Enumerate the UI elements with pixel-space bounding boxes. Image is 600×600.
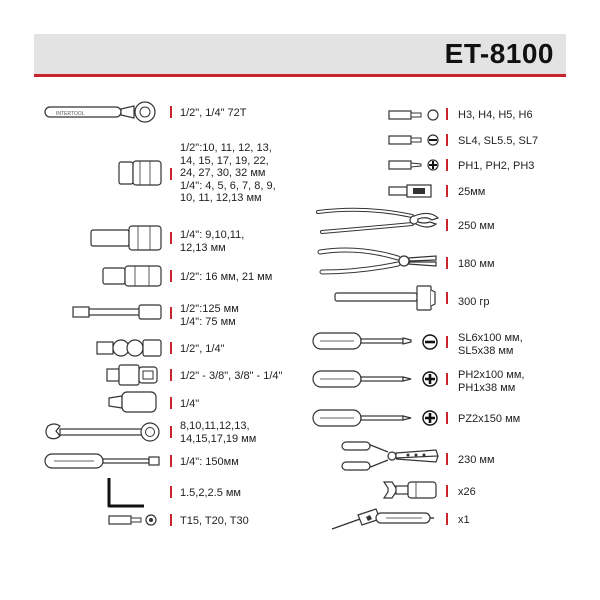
header-divider	[34, 74, 566, 77]
separator	[170, 307, 172, 319]
screwdriver-handle-icon	[44, 452, 160, 475]
item-label-combination-pliers: 180 мм	[458, 258, 495, 270]
item-label-voltage-tester: x1	[458, 514, 470, 526]
separator	[446, 257, 448, 269]
item-label-pozidriv-screwdriver: PZ2x150 мм	[458, 413, 521, 425]
hammer-icon	[334, 284, 436, 317]
pozidriv-tip-icon	[422, 410, 438, 431]
separator	[170, 397, 172, 409]
item-label-spark-plug-sockets: 1/2": 16 мм, 21 мм	[180, 271, 273, 283]
deep-socket-icon	[90, 225, 162, 256]
item-label-combination-wrenches: 8,10,11,12,13, 14,15,17,19 мм	[180, 420, 257, 445]
separator	[446, 513, 448, 525]
separator	[170, 455, 172, 467]
item-label-adapters: 1/2" - 3/8", 3/8" - 1/4"	[180, 370, 283, 382]
item-label-phillips-screwdrivers: PH2x100 мм, PH1x38 мм	[458, 369, 525, 394]
separator	[170, 232, 172, 244]
water-pump-pliers-icon	[316, 206, 440, 245]
slotted-bit-icon	[388, 133, 440, 152]
model-number: ET-8100	[444, 38, 554, 69]
combination-wrench-icon	[46, 422, 160, 447]
crimping-pliers-icon	[340, 438, 440, 481]
bit-adapter-icon	[108, 390, 158, 419]
item-label-water-pump-pliers: 250 мм	[458, 220, 495, 232]
header-bar	[34, 34, 566, 74]
torx-bit-icon	[108, 513, 158, 532]
item-label-slotted-bits: SL4, SL5.5, SL7	[458, 135, 539, 147]
separator	[170, 426, 172, 438]
separator	[446, 336, 448, 348]
separator	[446, 412, 448, 424]
voltage-tester-icon	[330, 505, 436, 536]
spark-plug-socket-icon	[102, 265, 162, 292]
separator	[446, 485, 448, 497]
separator	[170, 106, 172, 118]
separator	[446, 292, 448, 304]
separator	[446, 134, 448, 146]
item-label-bit-holder: 25мм	[458, 186, 486, 198]
item-label-extensions: 1/2":125 мм 1/4": 75 мм	[180, 303, 239, 328]
separator	[446, 219, 448, 231]
socket-icon	[118, 160, 162, 191]
pozidriv-screwdriver-icon	[312, 408, 412, 433]
separator	[446, 453, 448, 465]
hex-key-icon	[106, 476, 146, 515]
phillips-bit-icon	[388, 158, 440, 177]
separator	[446, 373, 448, 385]
item-label-bit-handle: 1/4": 150мм	[180, 456, 239, 468]
extension-bar-icon	[72, 303, 162, 326]
item-label-hammer: 300 гр	[458, 296, 490, 308]
phillips-tip-icon	[422, 371, 438, 392]
separator	[446, 185, 448, 197]
item-label-bit-adapter: 1/4"	[180, 398, 200, 410]
item-label-torx-bits: T15, T20, T30	[180, 515, 249, 527]
separator	[170, 486, 172, 498]
item-label-slotted-screwdrivers: SL6x100 мм, SL5x38 мм	[458, 332, 523, 357]
phillips-screwdriver-icon	[312, 369, 412, 394]
item-label-terminals: x26	[458, 486, 476, 498]
hex-bit-icon	[388, 108, 440, 127]
slotted-tip-icon	[422, 334, 438, 355]
ratchet-wrench-icon	[44, 101, 164, 128]
bit-holder-icon	[388, 183, 432, 204]
item-label-sockets: 1/2":10, 11, 12, 13, 14, 15, 17, 19, 22, 24, 27, 30, 32 мм 1/4": 4, 5, 6, 7, 8, 9, 10, 11, 12,13 мм	[180, 142, 276, 204]
item-label-phillips-bits: PH1, PH2, PH3	[458, 160, 535, 172]
universal-joint-icon	[96, 338, 162, 363]
separator	[170, 369, 172, 381]
separator	[446, 159, 448, 171]
svg-text:INTERTOOL: INTERTOOL	[56, 111, 85, 117]
separator	[170, 270, 172, 282]
item-label-deep-sockets: 1/4": 9,10,11, 12,13 мм	[180, 229, 245, 254]
separator	[170, 514, 172, 526]
separator	[170, 342, 172, 354]
item-label-universal-joints: 1/2", 1/4"	[180, 343, 225, 355]
separator	[170, 168, 172, 180]
item-label-hex-keys: 1.5,2,2.5 мм	[180, 487, 241, 499]
item-label-crimping-pliers: 230 мм	[458, 454, 495, 466]
item-label-ratchet: 1/2", 1/4" 72T	[180, 107, 247, 119]
combination-pliers-icon	[318, 244, 438, 283]
item-label-hex-bits: H3, H4, H5, H6	[458, 109, 533, 121]
adapter-icon	[106, 364, 158, 391]
terminal-connector-icon	[382, 478, 438, 507]
slotted-screwdriver-icon	[312, 331, 412, 356]
separator	[446, 108, 448, 120]
